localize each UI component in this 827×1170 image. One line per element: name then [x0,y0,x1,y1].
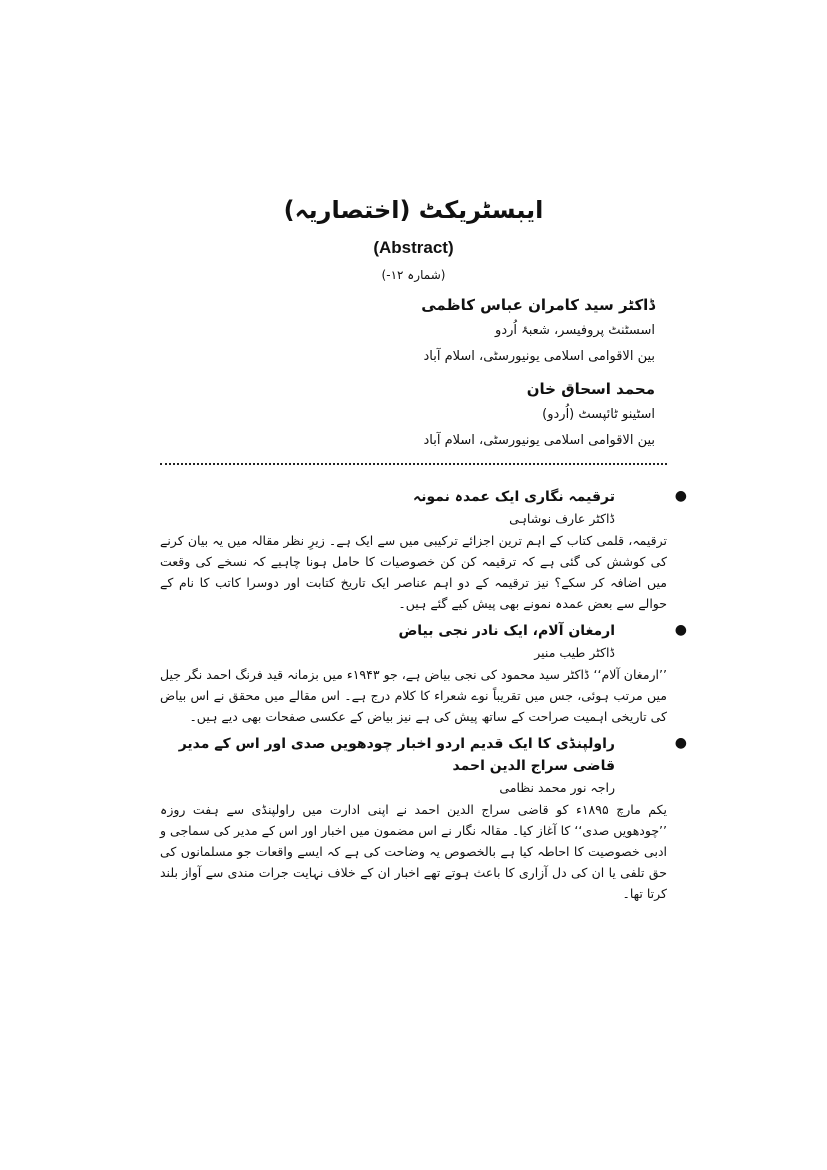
entry-body: یکم مارچ ۱۸۹۵ء کو قاضی سراج الدین احمد نے اپنی ادارت میں راولپنڈی سے ہفت روزہ ’’چودھویں صدی‘‘ کا آغاز کیا۔ مقالہ نگار نے اس مضمون میں اخبار اور اس کے مدیر کی سماجی و ادبی خصوصیت کا احاطہ کیا ہے بالخصوص یہ وضاحت کی ہے کہ ایسے واقعات جو مسلمانوں کی حق تلفی یا ان کی دل آزاری کا باعث ہوتے تھے اخبار ان کے خلاف نہایت جرات مندی سے آواز بلند کرتا تھا۔ [160,802,667,901]
entry-body: ترقیمہ، قلمی کتاب کے اہم ترین اجزائے ترکیبی میں سے ایک ہے۔ زیرِ نظر مقالہ میں یہ بیان کرنے کی کوشش کی گئی ہے کہ ترقیمہ کن کن خصوصیات کا حامل ہونا چاہیے کہ نسخے کی وقعت میں اضافہ کر سکے؟ نیز ترقیمہ کے دو اہم عناصر ایک تاریخ کتابت اور دوسرا کاتب کا نام کے حوالے سے بعض عمدہ نمونے بھی پیش کیے گئے ہیں۔ [160,533,667,611]
entry-title: ترقیمہ نگاری ایک عمدہ نمونہ [413,489,615,505]
list-item [160,733,687,904]
bullet-icon: ● [674,735,687,751]
entry-author: ڈاکٹر طیب منیر [534,645,615,660]
english-subtitle: (Abstract) [373,238,454,257]
authors-block [155,292,655,454]
bullet-icon: ● [674,622,687,638]
list-item [160,620,687,727]
page-title: ایبسٹریکٹ (اختصاریہ) [283,196,544,224]
issue-number: (شمارہ ۱۲-) [381,268,446,282]
entry-title: ارمغان آلام، ایک نادر نجی بیاض [398,623,615,639]
entry-author: راجہ نور محمد نظامی [499,780,615,795]
author-name: محمد اسحاق خان [526,380,655,398]
author-designation: اسٹینو ٹائپسٹ (اُردو) [542,407,655,422]
dotted-divider [160,463,667,465]
entry-title: راولپنڈی کا ایک قدیم اردو اخبار چودھویں صدی اور اس کے مدیر قاضی سراج الدین احمد [178,736,615,774]
author-affiliation: بین الاقوامی اسلامی یونیورسٹی، اسلام آباد [423,433,655,448]
entry-author: ڈاکٹر عارف نوشاہی [509,511,615,526]
bullet-icon: ● [674,488,687,504]
list-item [160,486,687,614]
author-designation: اسسٹنٹ پروفیسر، شعبۂ اُردو [495,323,655,338]
entry-body: ’’ارمغان آلام‘‘ ڈاکٹر سید محمود کی نجی بیاض ہے، جو ۱۹۴۳ء میں بزمانہ قید فرنگ احمد نگر جیل میں مرتب ہوئی، جس میں تقریباً نوے شعراء کا کلام درج ہے۔ اس مقالے میں محقق نے اس بیاض کی تاریخی اہمیت صراحت کے ساتھ پیش کی ہے نیز بیاض کے عکسی صفحات بھی دیے ہیں۔ [160,667,667,724]
abstract-list [160,486,687,910]
author-name: ڈاکٹر سید کامران عباس کاظمی [421,296,655,314]
author-affiliation: بین الاقوامی اسلامی یونیورسٹی، اسلام آباد [423,349,655,364]
